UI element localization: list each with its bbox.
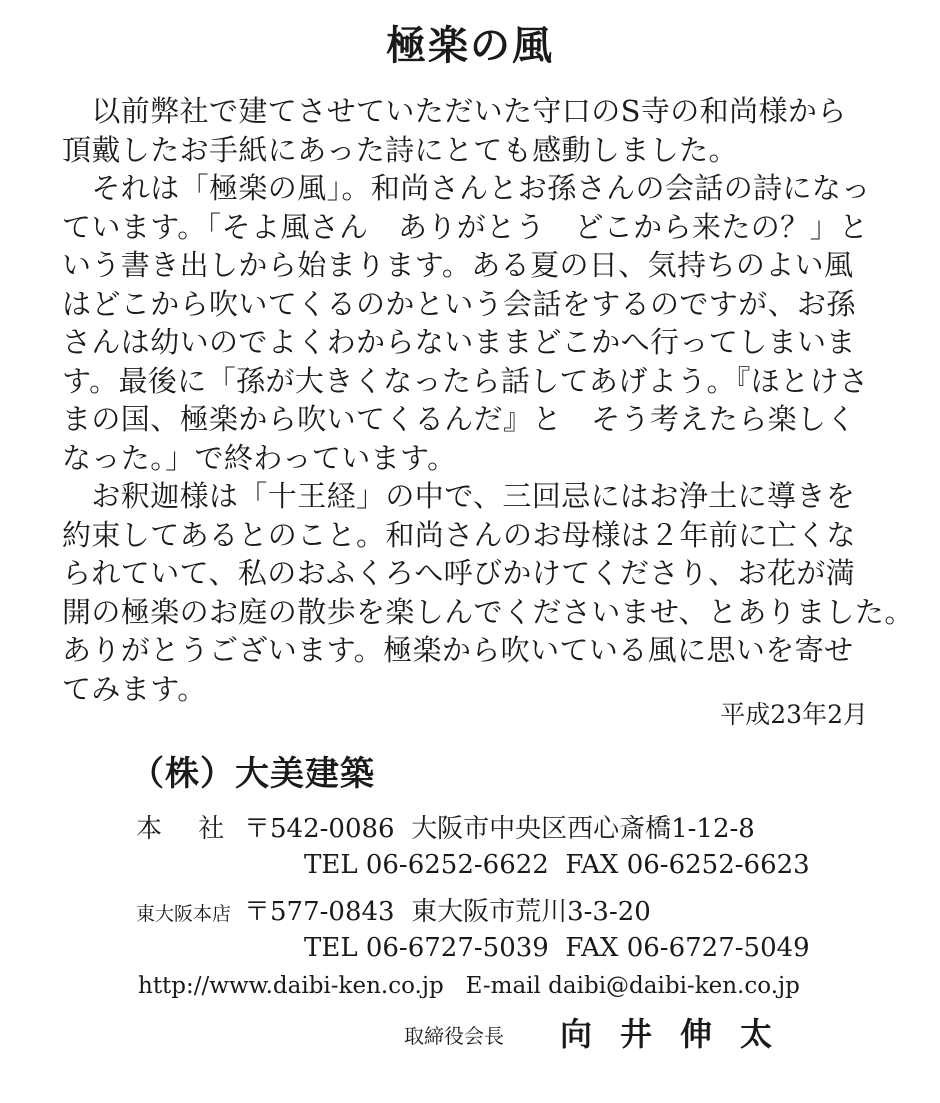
web-email-line: http://www.daibi-ken.co.jp E-mail daibi@daibi-ken.co.jp — [138, 973, 800, 999]
representative-title: 取締役会長 — [404, 1024, 504, 1048]
body-line: はどこから吹いてくるのかという会話をするのですが、お孫 — [62, 286, 856, 321]
body-line: いう書き出しから始まります。ある夏の日、気持ちのよい風 — [62, 248, 854, 282]
body-line: まの国、極楽から吹いてくるんだ』と そう考えたら楽しく — [62, 402, 856, 436]
letter-date: 平成23年2月 — [720, 700, 868, 729]
body-line: なった。」で終わっています。 — [62, 440, 457, 475]
east-office-label: 東大阪本店 — [136, 903, 232, 925]
head-office-address: 〒542-0086 大阪市中央区西心斎橋1-12-8 — [244, 814, 755, 844]
body-line: ています。「そよ風さん ありがとう どこから来たの？」と — [62, 209, 869, 244]
body-line: 以前弊社で建てさせていただいた守口のS寺の和尚様から — [62, 94, 847, 128]
head-office-label: 本 社 — [136, 814, 239, 844]
company-name: （株）大美建築 — [130, 754, 375, 794]
body-line: お釈迦様は「十王経」の中で、三回忌にはお浄土に導きを — [62, 479, 856, 513]
body-line: てみます。 — [62, 671, 207, 706]
body-line: さんは幼いのでよくわからないままどこかへ行ってしまいま — [62, 325, 856, 359]
head-office-tel-fax: TEL 06-6252-6622 FAX 06-6252-6623 — [304, 850, 810, 880]
body-line: す。最後に「孫が大きくなったら話してあげよう。『ほとけさ — [62, 363, 869, 398]
body-line: 頂戴したお手紙にあった詩にとても感動しました。 — [62, 132, 738, 167]
body-line: ありがとうございます。極楽から吹いている風に思いを寄せ — [62, 633, 854, 667]
body-line: それは「極楽の風」。和尚さんとお孫さんの会話の詩になっ — [62, 171, 871, 205]
representative-name: 向井伸太 — [560, 1015, 801, 1053]
body-line: 約束してあるとのこと。和尚さんのお母様は２年前に亡くな — [62, 517, 856, 552]
page-title: 極楽の風 — [386, 22, 554, 69]
letter-body — [62, 92, 914, 708]
body-line: られていて、私のおふくろへ呼びかけてくださり、お花が満 — [62, 556, 856, 590]
east-office-address: 〒577-0843 東大阪市荒川3-3-20 — [244, 897, 651, 927]
body-line: 開の極楽のお庭の散歩を楽しんでくださいませ、とありました。 — [62, 594, 914, 629]
east-office-tel-fax: TEL 06-6727-5039 FAX 06-6727-5049 — [304, 933, 810, 963]
